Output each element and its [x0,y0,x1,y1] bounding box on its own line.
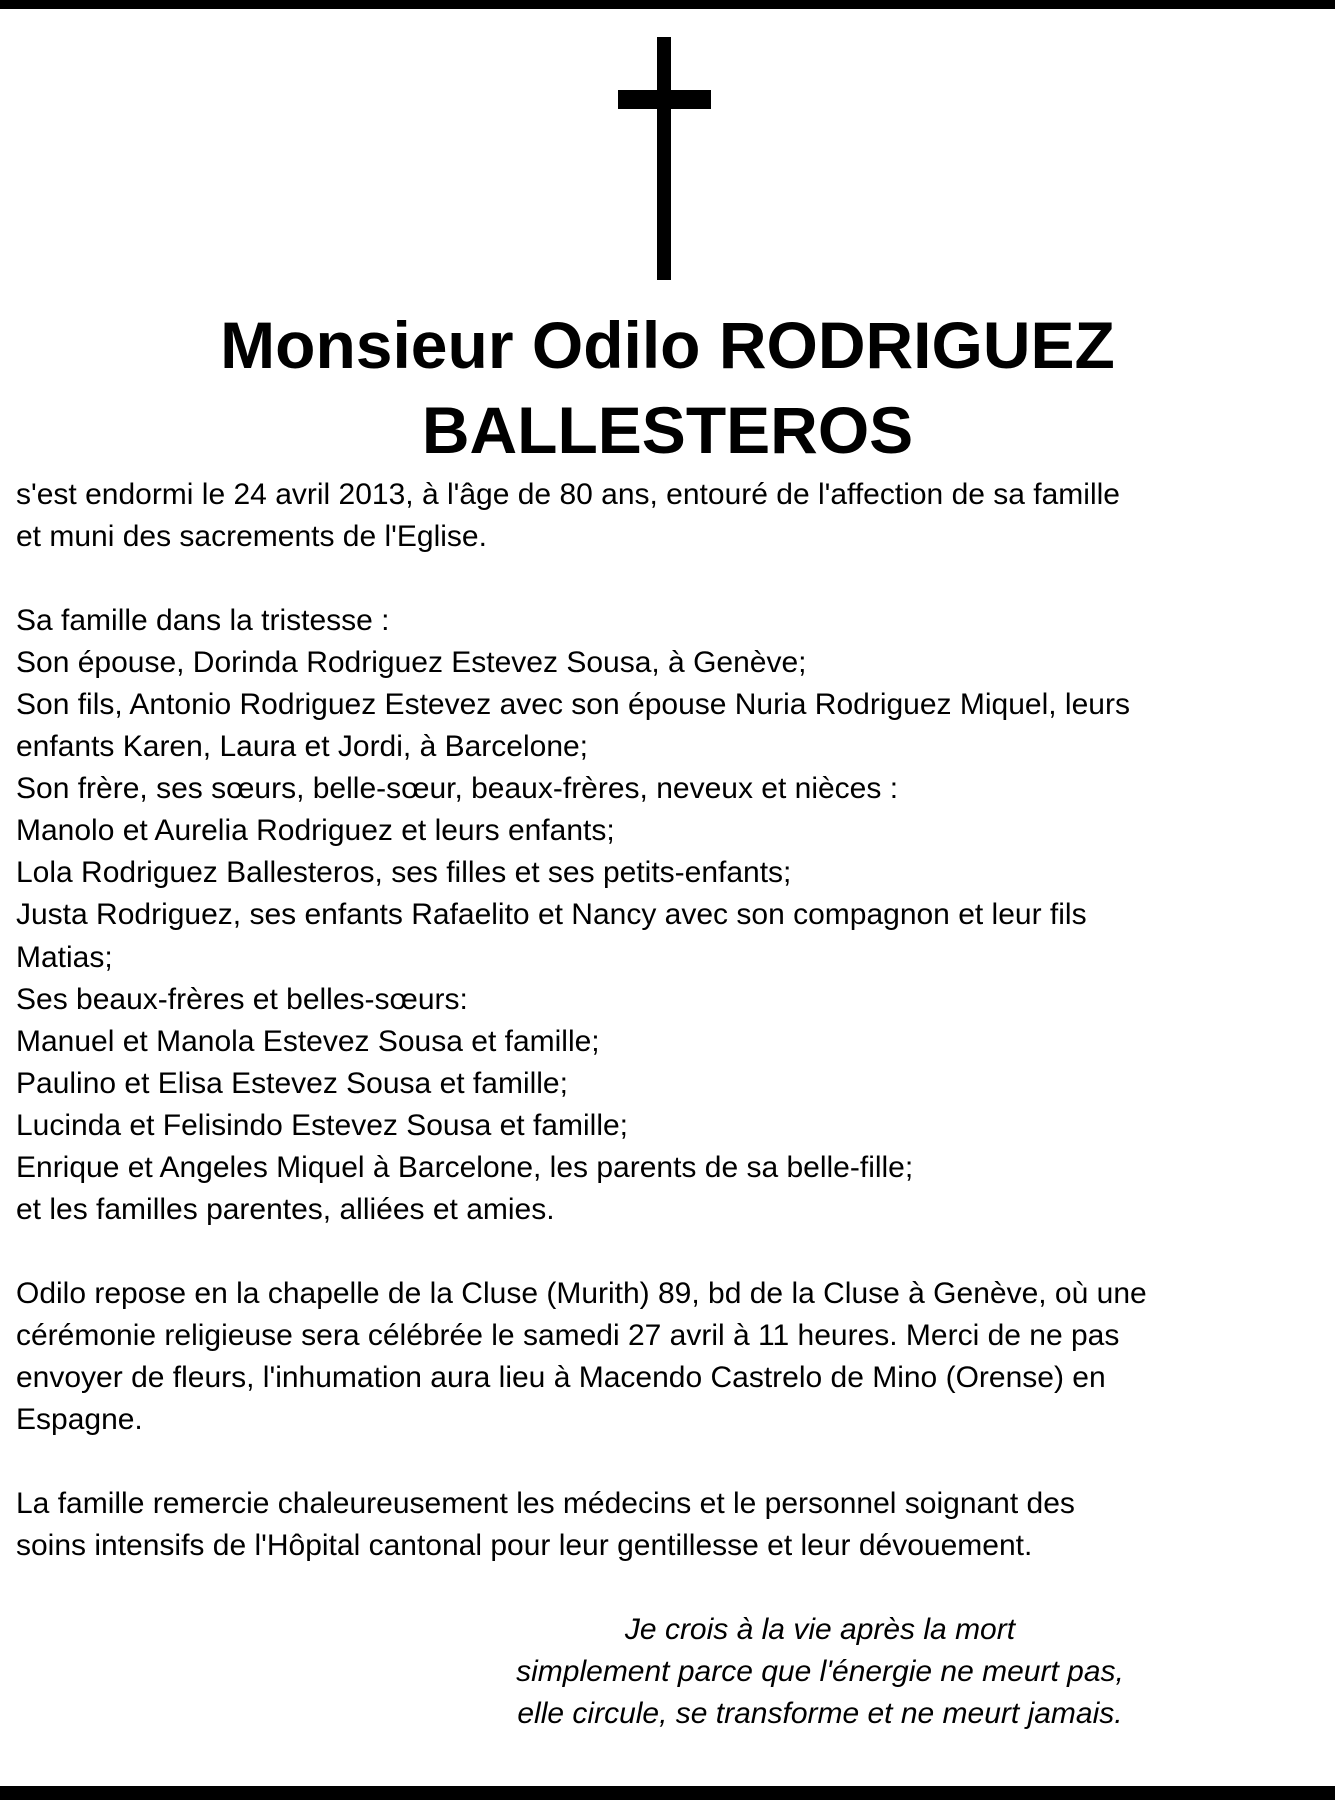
body-line: La famille remercie chaleureusement les médecins et le personnel soignant des [16,1487,1075,1521]
body-line: enfants Karen, Laura et Jordi, à Barcelone; [16,730,589,764]
body-line: Lucinda et Felisindo Estevez Sousa et famille; [16,1108,628,1142]
body-line: cérémonie religieuse sera célébrée le samedi 27 avril à 11 heures. Merci de ne pas [16,1318,1120,1352]
body-line: Son épouse, Dorinda Rodriguez Estevez Sousa, à Genève; [16,646,807,680]
body-line: Son frère, ses sœurs, belle-sœur, beaux-frères, neveux et nièces : [16,772,899,806]
body-line: Matias; [16,940,113,974]
quote-line: simplement parce que l'énergie ne meurt pas, [516,1655,1124,1689]
body-line: soins intensifs de l'Hôpital cantonal pour leur gentillesse et leur dévouement. [16,1529,1033,1563]
body-line: Espagne. [16,1403,143,1437]
bottom-border [0,1786,1335,1800]
body-line: Sa famille dans la tristesse : [16,604,390,638]
deceased-name-line1: Monsieur Odilo RODRIGUEZ [220,308,1115,382]
quote-line: Je crois à la vie après la mort [624,1613,1016,1646]
blank-line [16,1441,1147,1483]
blank-line [16,1231,1147,1273]
body-line: envoyer de fleurs, l'inhumation aura lieu à Macendo Castrelo de Mino (Orense) en [16,1360,1106,1394]
quote-line: elle circule, se transforme et ne meurt jamais. [517,1697,1123,1731]
body-line: Paulino et Elisa Estevez Sousa et famille; [16,1066,568,1100]
body-line: Enrique et Angeles Miquel à Barcelone, les parents de sa belle-fille; [16,1150,914,1184]
body-line: et les familles parentes, alliées et amies. [16,1192,555,1226]
top-border [0,0,1335,9]
body-line: Odilo repose en la chapelle de la Cluse (Murith) 89, bd de la Cluse à Genève, où une [16,1276,1147,1310]
cross-horizontal [618,90,711,109]
body-line: Justa Rodriguez, ses enfants Rafaelito et Nancy avec son compagnon et leur fils [16,898,1087,932]
closing-quote [420,1609,1220,1735]
body-line: Ses beaux-frères et belles-sœurs: [16,982,468,1016]
blank-line [16,558,1147,600]
body-line: Lola Rodriguez Ballesteros, ses filles et ses petits-enfants; [16,856,792,890]
cross-vertical [657,37,671,280]
body-line: Son fils, Antonio Rodriguez Estevez avec son épouse Nuria Rodriguez Miquel, leurs [16,688,1130,722]
body-line: s'est endormi le 24 avril 2013, à l'âge de 80 ans, entouré de l'affection de sa famille [16,478,1120,511]
deceased-name-line2: BALLESTEROS [421,393,914,467]
body-line: et muni des sacrements de l'Eglise. [16,520,487,554]
notice-body [16,474,1147,1567]
body-line: Manuel et Manola Estevez Sousa et famille; [16,1024,600,1058]
body-line: Manolo et Aurelia Rodriguez et leurs enfants; [16,814,615,848]
